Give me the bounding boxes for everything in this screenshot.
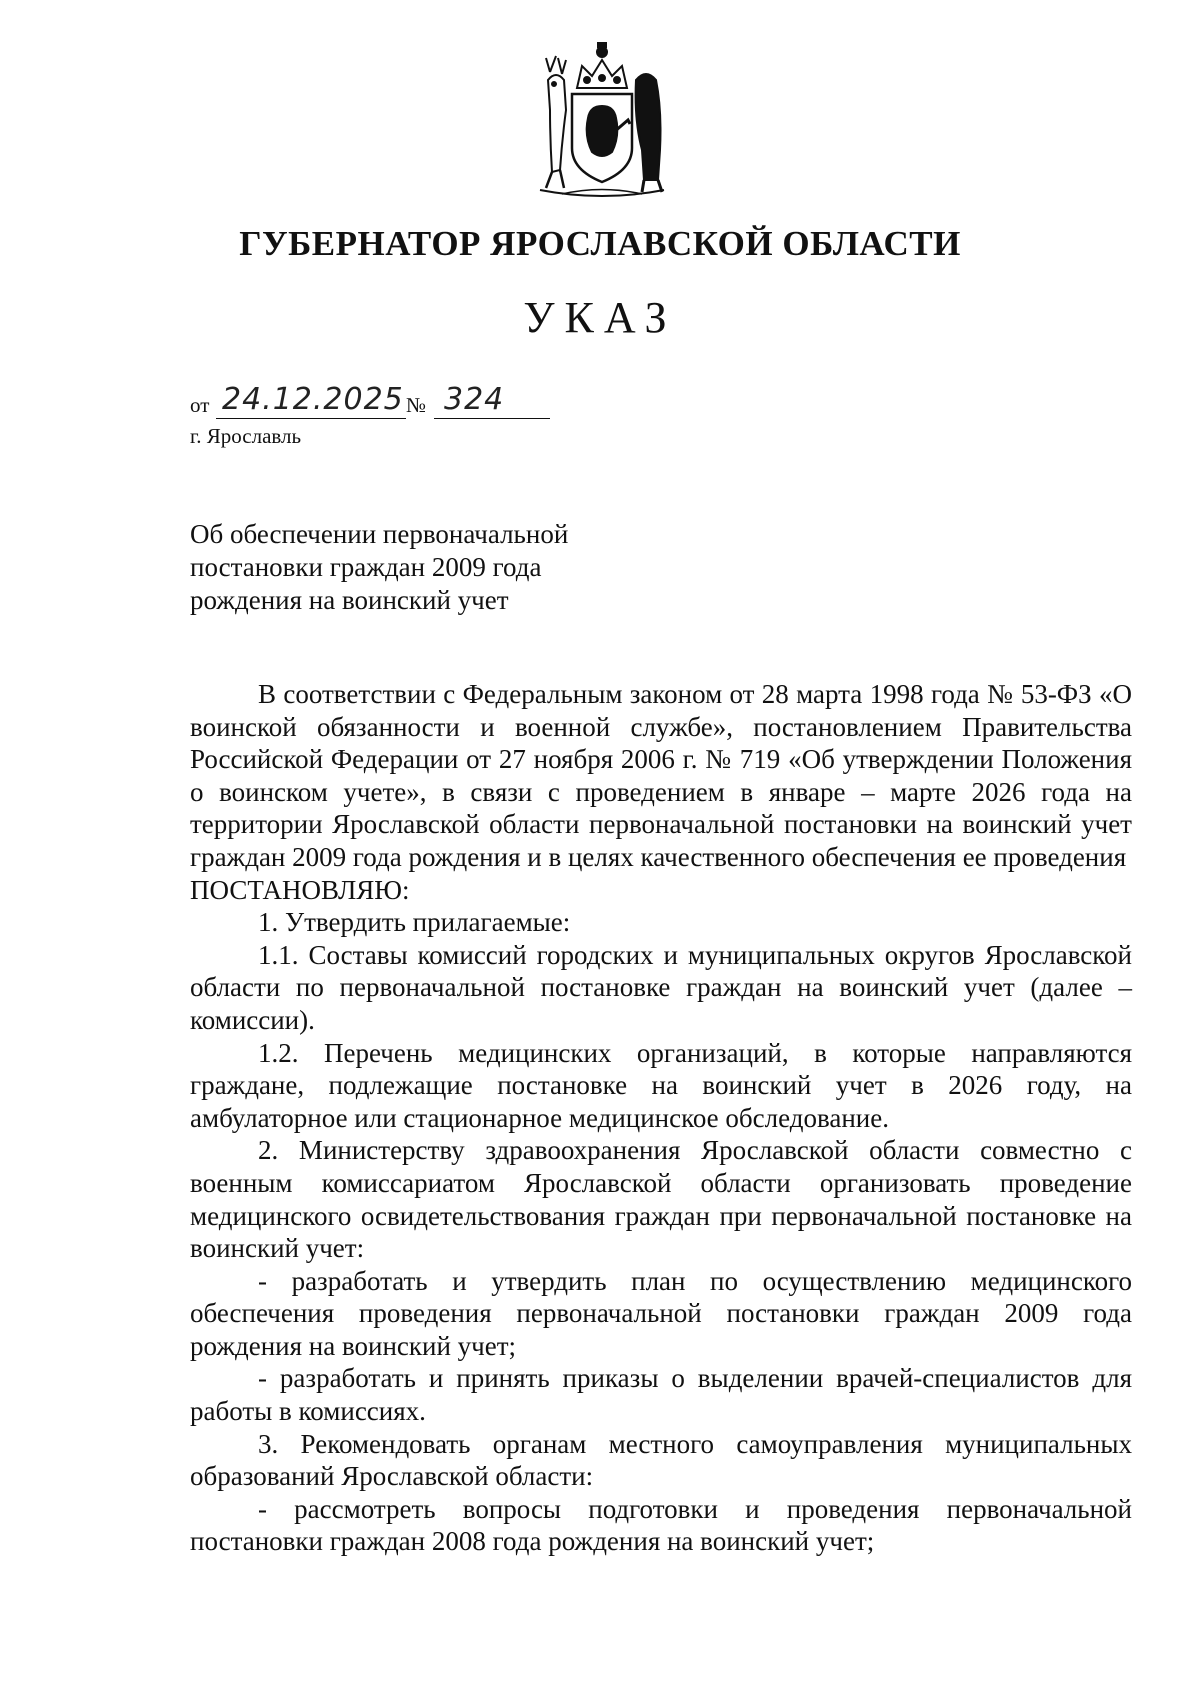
date-prefix: от <box>190 393 210 417</box>
item-1-2: 1.2. Перечень медицинских организаций, в которые направляются граждане, подлежащие постановке на воинский учет в 2026 году, на амбулаторное или стационарное медицинское обследование. <box>190 1037 1132 1133</box>
city: г. Ярославль <box>190 424 302 448</box>
document-body <box>190 678 1132 1558</box>
coat-of-arms-emblem <box>532 40 672 200</box>
subject-line: рождения на воинский учет <box>190 585 509 615</box>
preamble-paragraph: В соответствии с Федеральным законом от 28 марта 1998 года № 53-ФЗ «О воинской обязанности и военной службе», постановлением Правительства Российской Федерации от 27 ноября 2006 г. № 719 «Об утверждении Положения о воинском учете», в связи с проведением в январе – марте 2026 года на территории Ярославской области первоначальной постановки на воинский учет граждан 2009 года рождения и в целях качественного обеспечения ее проведения <box>190 679 1132 872</box>
number-prefix: № <box>406 393 427 417</box>
date-underline <box>216 418 406 419</box>
subject-line: постановки граждан 2009 года <box>190 552 542 582</box>
number-underline <box>434 418 550 419</box>
item-2: 2. Министерству здравоохранения Ярославской области совместно с военным комиссариатом Ярославской области организовать проведение медицинского освидетельствования граждан при первоначальной постановке на воинский учет: <box>190 1135 1132 1264</box>
document-type: УКАЗ <box>523 293 677 342</box>
item-2-bullet-b: - разработать и принять приказы о выделении врачей-специалистов для работы в комиссиях. <box>190 1363 1132 1427</box>
date-number-line <box>190 382 590 424</box>
item-2-bullet-a: - разработать и утвердить план по осуществлению медицинского обеспечения проведения первоначальной постановки граждан 2009 года рождения на воинский учет; <box>190 1265 1132 1361</box>
subject-heading <box>190 518 568 617</box>
number-value: 324 <box>444 382 505 417</box>
item-1: 1. Утвердить прилагаемые: <box>258 907 571 938</box>
item-1-1: 1.1. Составы комиссий городских и муниципальных округов Ярославской области по первоначальной постановке граждан на воинский учет (далее – комиссии). <box>190 939 1132 1035</box>
date-value: 24.12.2025 <box>222 382 404 417</box>
item-3-bullet-a: - рассмотреть вопросы подготовки и проведения первоначальной постановки граждан 2008 года рождения на воинский учет; <box>190 1493 1132 1557</box>
item-3: 3. Рекомендовать органам местного самоуправления муниципальных образований Ярославской области: <box>190 1428 1132 1492</box>
decree-word: ПОСТАНОВЛЯЮ: <box>190 874 410 905</box>
subject-line: Об обеспечении первоначальной <box>190 519 569 549</box>
issuer-title: ГУБЕРНАТОР ЯРОСЛАВСКОЙ ОБЛАСТИ <box>239 224 961 263</box>
